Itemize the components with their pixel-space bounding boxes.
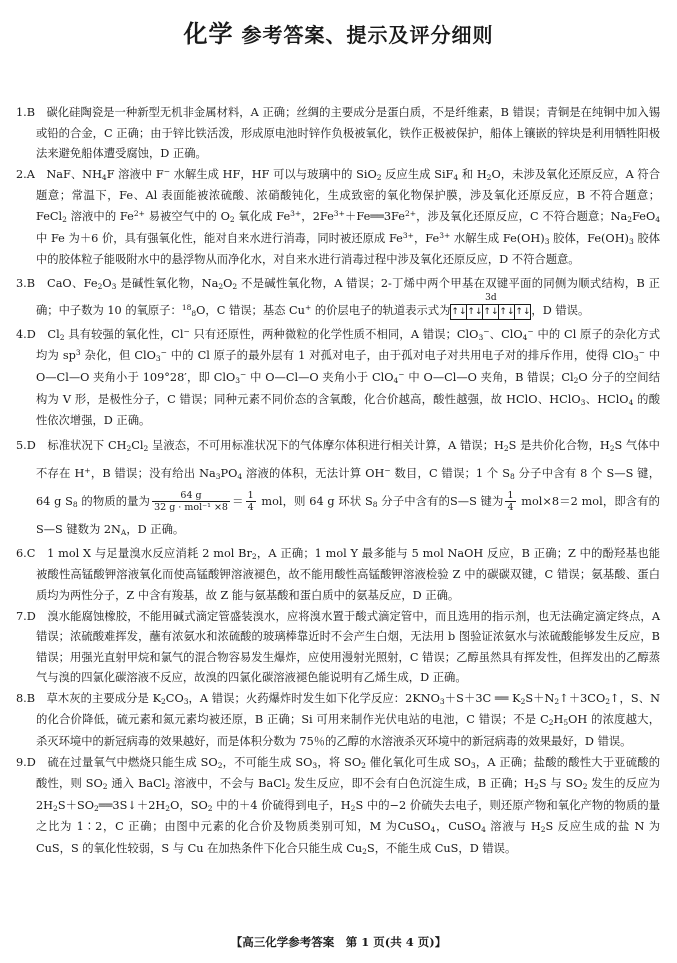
orbital-diagram (450, 292, 531, 324)
orbital-box: ↑↓ (467, 306, 483, 317)
fraction-quarter-2: $\frac{1}{4}$ (507, 490, 514, 514)
answer-item-9: 9.D 硫在过量氧气中燃烧只能生成 SO2，不可能生成 SO3，将 SO2 催化氧化可生成 SO3，A 正确；盐酸的酸性大于亚硫酸的酸性，则 SO2 通入 BaCl2 溶液中，不会与 BaCl2 发生反应，即不会有白色沉淀生成，B 正确；H2S 与 SO2 发生的反应为 2H2S＋SO2══3S↓＋2H2O，SO2 中的＋4 价硫得到电子，H2S 中的−2 价硫失去电子，则还原产物和氧化产物的物质的量之比为 1∶2，C 正确；由图中元素的化合价及物质类别可知，M 为CuSO4，CuSO4 溶液与 H2S 反应生成的盐 N 为 CuS，S 的氧化性较弱，S 与 Cu 在加热条件下化合只能生成 Cu2S，不能生成 CuS，D 错误。 (16, 755, 661, 857)
page-footer: 【高三化学参考答案 第 1 页(共 4 页)】 (230, 935, 447, 949)
orbital-label: 3d (485, 292, 497, 303)
orbital-box: ↑↓ (499, 306, 515, 317)
fraction-moles: $\frac{64 g}{\text{32 g · mol⁻¹ ×8}}$ (154, 490, 228, 514)
title-subject: 化学 (183, 19, 234, 48)
answer-content (16, 103, 660, 861)
answer-item-2: 2.A NaF、NH4F 溶液中 F− 水解生成 HF，HF 可以与玻璃中的 SiO2 反应生成 SiF4 和 H2O，未涉及氧化还原反应，A 符合题意；常温下，Fe、Al 表面能被浓硫酸、浓硝酸钝化，生成致密的氧化物保护膜，涉及氧化还原反应，B 不符合题意；FeCl2 溶液中的 $Fe^{2+}$ 易被空气中的 O2 氧化成 $Fe^{3+}$，$2Fe^{3+}+Fe══3Fe^{2+}$，涉及氧化还原反应，C 不符合题意；Na2FeO4 中 Fe 为＋6 价，具有强氧化性，能对自来水进行消毒，同时被还原成 $Fe^{3+}$，$Fe^{3+}$ 水解生成 Fe(OH)3 胶体，Fe(OH)3 胶体中的胶体粒子能吸附水中的悬浮物从而净化水，对自来水进行消毒过程中涉及氧化还原反应，D 不符合题意。 (16, 166, 661, 267)
page-title (0, 14, 677, 49)
answer-item-5: 5.D 标准状况下 CH2Cl2 呈液态，不可用标准状况下的气体摩尔体积进行相关计算，A 错误；H2S 是共价化合物，H2S 气体中不存在 H+，B 错误；没有给出 Na3PO4 溶液的体积，无法计算 OH− 数目，C 错误；1 个 S8 分子中含有 8 个 S—S 键，64 g S8 的物质的量为 $\frac{64 g}{\text{32 g · mol⁻¹ ×8}}$ ＝ $\frac{1}{4}$ mol，则 64 g 环状 S8 分子中含有的S—S 键为 $\frac{1}{4}$ mol×8＝2 mol，即含有的 S—S 键数为 2NA，D 正确。 (16, 438, 660, 537)
answer-item-3: 3.B CaO、Fe2O3 是碱性氧化物，Na2O2 不是碱性氧化物，A 错误；2-丁烯中两个甲基在双键平面的同侧为顺式结构，B 正确；中子数为 10 的氧原子：$^{18}$8O，C 错误；基态 Cu+ 的价层电子的轨道表示式为 3d ↑↓ ↑↓ ↑↓ ↑↓ ↑↓ ，D 错误。 (16, 271, 660, 325)
answer-item-1: 1.B 碳化硅陶瓷是一种新型无机非金属材料，A 正确；丝绸的主要成分是蛋白质，不是纤维素，B 错误；青铜是在纯铜中加入锡或铅的合金，C 正确；由于锌比铁活泼，形成原电池时锌作负极被氧化，铁作正极被保护，船体上镶嵌的锌块是利用牺牲阳极法来避免船体遭受腐蚀，D 正确。 (16, 106, 660, 161)
answer-item-6: 6.C 1 mol X 与足量溴水反应消耗 2 mol Br2，A 正确；1 mol Y 最多能与 5 mol NaOH 反应，B 正确；Z 中的酚羟基也能被酸性高锰酸钾溶液氧化而使高锰酸钾溶液褪色，故不能用酸性高锰酸钾溶液检验 Z 中的碳碳双键，C 错误；氨基酸、蛋白质均为两性分子，Z 中含有羧基，故 Z 能与氨基酸和蛋白质中的氨基反应，D 正确。 (16, 546, 660, 602)
orbital-box: ↑↓ (483, 306, 499, 317)
answer-item-8: 8.B 草木灰的主要成分是 K2CO3，A 错误；火药爆炸时发生如下化学反应：2KNO3＋S＋3C ══ K2S＋N2↑＋3CO2↑，S、N 的化合价降低，硫元素和氮元素均被还原，B 正确；Si 可用来制作光伏电站的电池，C 错误；不是 C2H5OH 的浓度越大，杀灭环境中的新冠病毒的效果越好，而是体积分数为 75％的乙醇的水溶液杀灭环境中的新冠病毒的效果最好，D 错误。 (16, 691, 660, 749)
answer-item-7: 7.D 溴水能腐蚀橡胶，不能用碱式滴定管盛装溴水，应将溴水置于酸式滴定管中，而且选用的指示剂，也无法确定滴定终点，A 错误；浓硫酸难挥发，蘸有浓氨水和浓硫酸的玻璃棒靠近时不会产生白烟，无法用 b 图验证浓氨水与浓硫酸能够发生反应，B 错误；用强光直射甲烷和氯气的混合物容易发生爆炸，应使用漫射光照射，C 错误；乙醇虽然具有挥发性，但挥发出的乙醇蒸气与溴的四氯化碳溶液不反应，故溴的四氯化碳溶液褪色能说明有乙烯生成，D 正确。 (16, 609, 660, 685)
answer-item-4: 4.D Cl2 具有较强的氧化性，Cl− 只有还原性，两种微粒的化学性质不相同，A 错误；ClO3−、ClO4− 中的 Cl 原子的杂化方式均为 $sp^3$ 杂化，但 ClO3− 中的 Cl 原子的最外层有 1 对孤对电子，由于孤对电子对共用电子对的排斥作用，使得 ClO3− 中 O—Cl—O 夹角小于 109°28′，即 ClO3− 中 O—Cl—O 夹角小于 ClO4− 中 O—Cl—O 夹角，B 错误；Cl2O 分子的空间结构为 V 形，是极性分子，C 错误；同种元素不同价态的含氧酸，化合价越高，酸性越强，故 HClO、HClO3、HClO4 的酸性依次增强，D 正确。 (16, 326, 661, 428)
orbital-box: ↑↓ (515, 306, 531, 317)
title-rest: 参考答案、提示及评分细则 (233, 23, 494, 47)
fraction-quarter: $\frac{1}{4}$ (247, 490, 254, 514)
orbital-box: ↑↓ (451, 306, 467, 317)
